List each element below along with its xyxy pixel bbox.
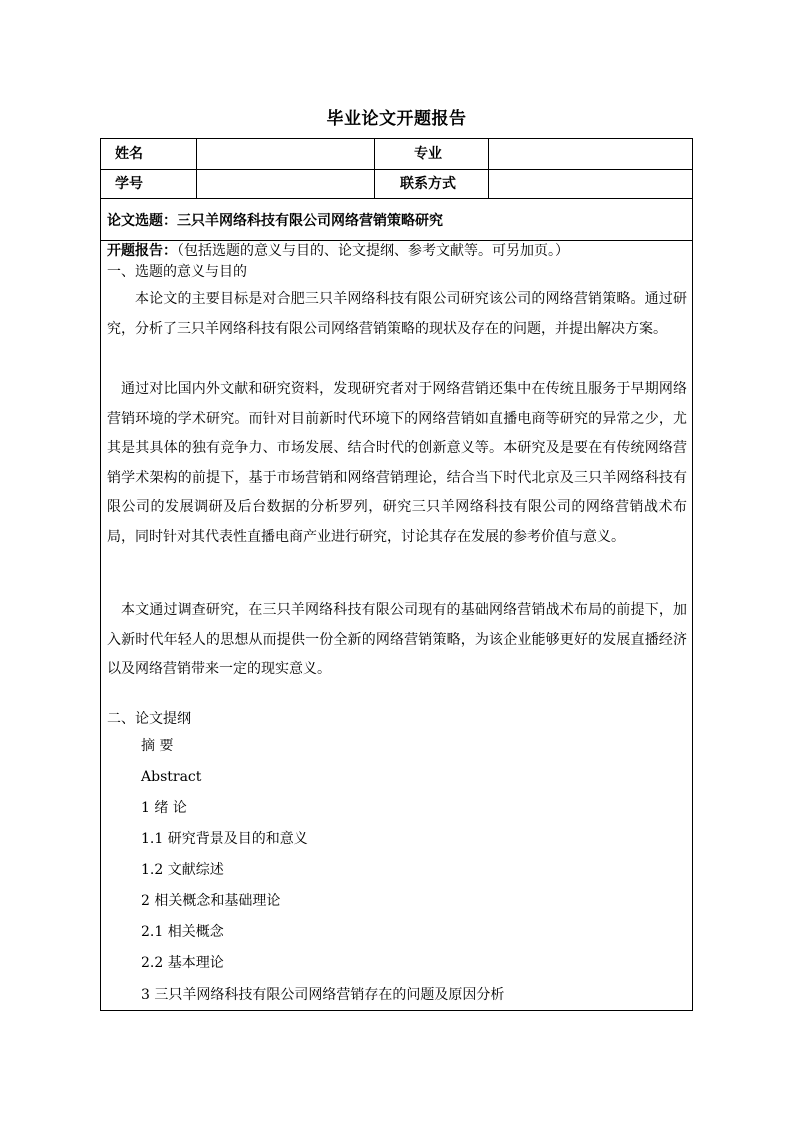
column-divider — [374, 139, 375, 198]
outline-item: 1.2 文献综述 — [141, 862, 224, 878]
paragraph: 本文通过调查研究，在三只羊网络科技有限公司现有的基础网络营销战术布局的前提下，加入新时代年轻人的思想从而提供一份全新的网络营销策略，为该企业能够更好的发展直播经济以及网络营销带来一定的现实意义。 — [107, 602, 687, 678]
section-heading: 一、选题的意义与目的 — [107, 264, 247, 280]
outline-item: 3 三只羊网络科技有限公司网络营销存在的问题及原因分析 — [141, 987, 505, 1003]
name-label: 姓名 — [115, 146, 143, 162]
page-title: 毕业论文开题报告 — [326, 109, 467, 129]
outline-item: 1.1 研究背景及目的和意义 — [141, 831, 308, 847]
section-heading: 二、论文提纲 — [107, 711, 191, 727]
thesis-topic: 论文选题：三只羊网络科技有限公司网络营销策略研究 — [107, 213, 443, 229]
contact-label: 联系方式 — [400, 176, 456, 192]
report-header — [107, 243, 569, 259]
report-form-table — [100, 138, 693, 1011]
report-note: （包括选题的意义与目的、论文提纲、参考文献等。可另加页。） — [177, 243, 569, 259]
row-divider — [101, 198, 692, 199]
report-label: 开题报告： — [107, 243, 177, 259]
outline-item: 2 相关概念和基础理论 — [141, 893, 281, 909]
outline-item: Abstract — [141, 769, 202, 785]
outline-item: 2.2 基本理论 — [141, 955, 224, 971]
row-divider — [101, 169, 692, 170]
outline-item: 2.1 相关概念 — [141, 924, 224, 940]
outline-item: 摘 要 — [141, 738, 174, 754]
column-divider — [488, 139, 489, 198]
student-id-label: 学号 — [115, 176, 143, 192]
major-label: 专业 — [414, 146, 442, 162]
column-divider — [196, 139, 197, 198]
outline-item: 1 绪 论 — [141, 800, 187, 816]
row-divider — [101, 240, 692, 241]
paragraph: 通过对比国内外文献和研究资料，发现研究者对于网络营销还集中在传统且服务于早期网络营销环境的学术研究。而针对目前新时代环境下的网络营销如直播电商等研究的异常之少，尤其是其具体的独有竞争力、市场发展、结合时代的创新意义等。本研究及是要在有传统网络营销学术架构的前提下，基于市场营销和网络营销理论，结合当下时代北京及三只羊网络科技有限公司的发展调研及后台数据的分析罗列，研究三只羊网络科技有限公司的网络营销战术布局，同时针对其代表性直播电商产业进行研究，讨论其存在发展的参考价值与意义。 — [107, 381, 687, 545]
paragraph: 本论文的主要目标是对合肥三只羊网络科技有限公司研究该公司的网络营销策略。通过研究，分析了三只羊网络科技有限公司网络营销策略的现状及存在的问题，并提出解决方案。 — [107, 291, 687, 337]
